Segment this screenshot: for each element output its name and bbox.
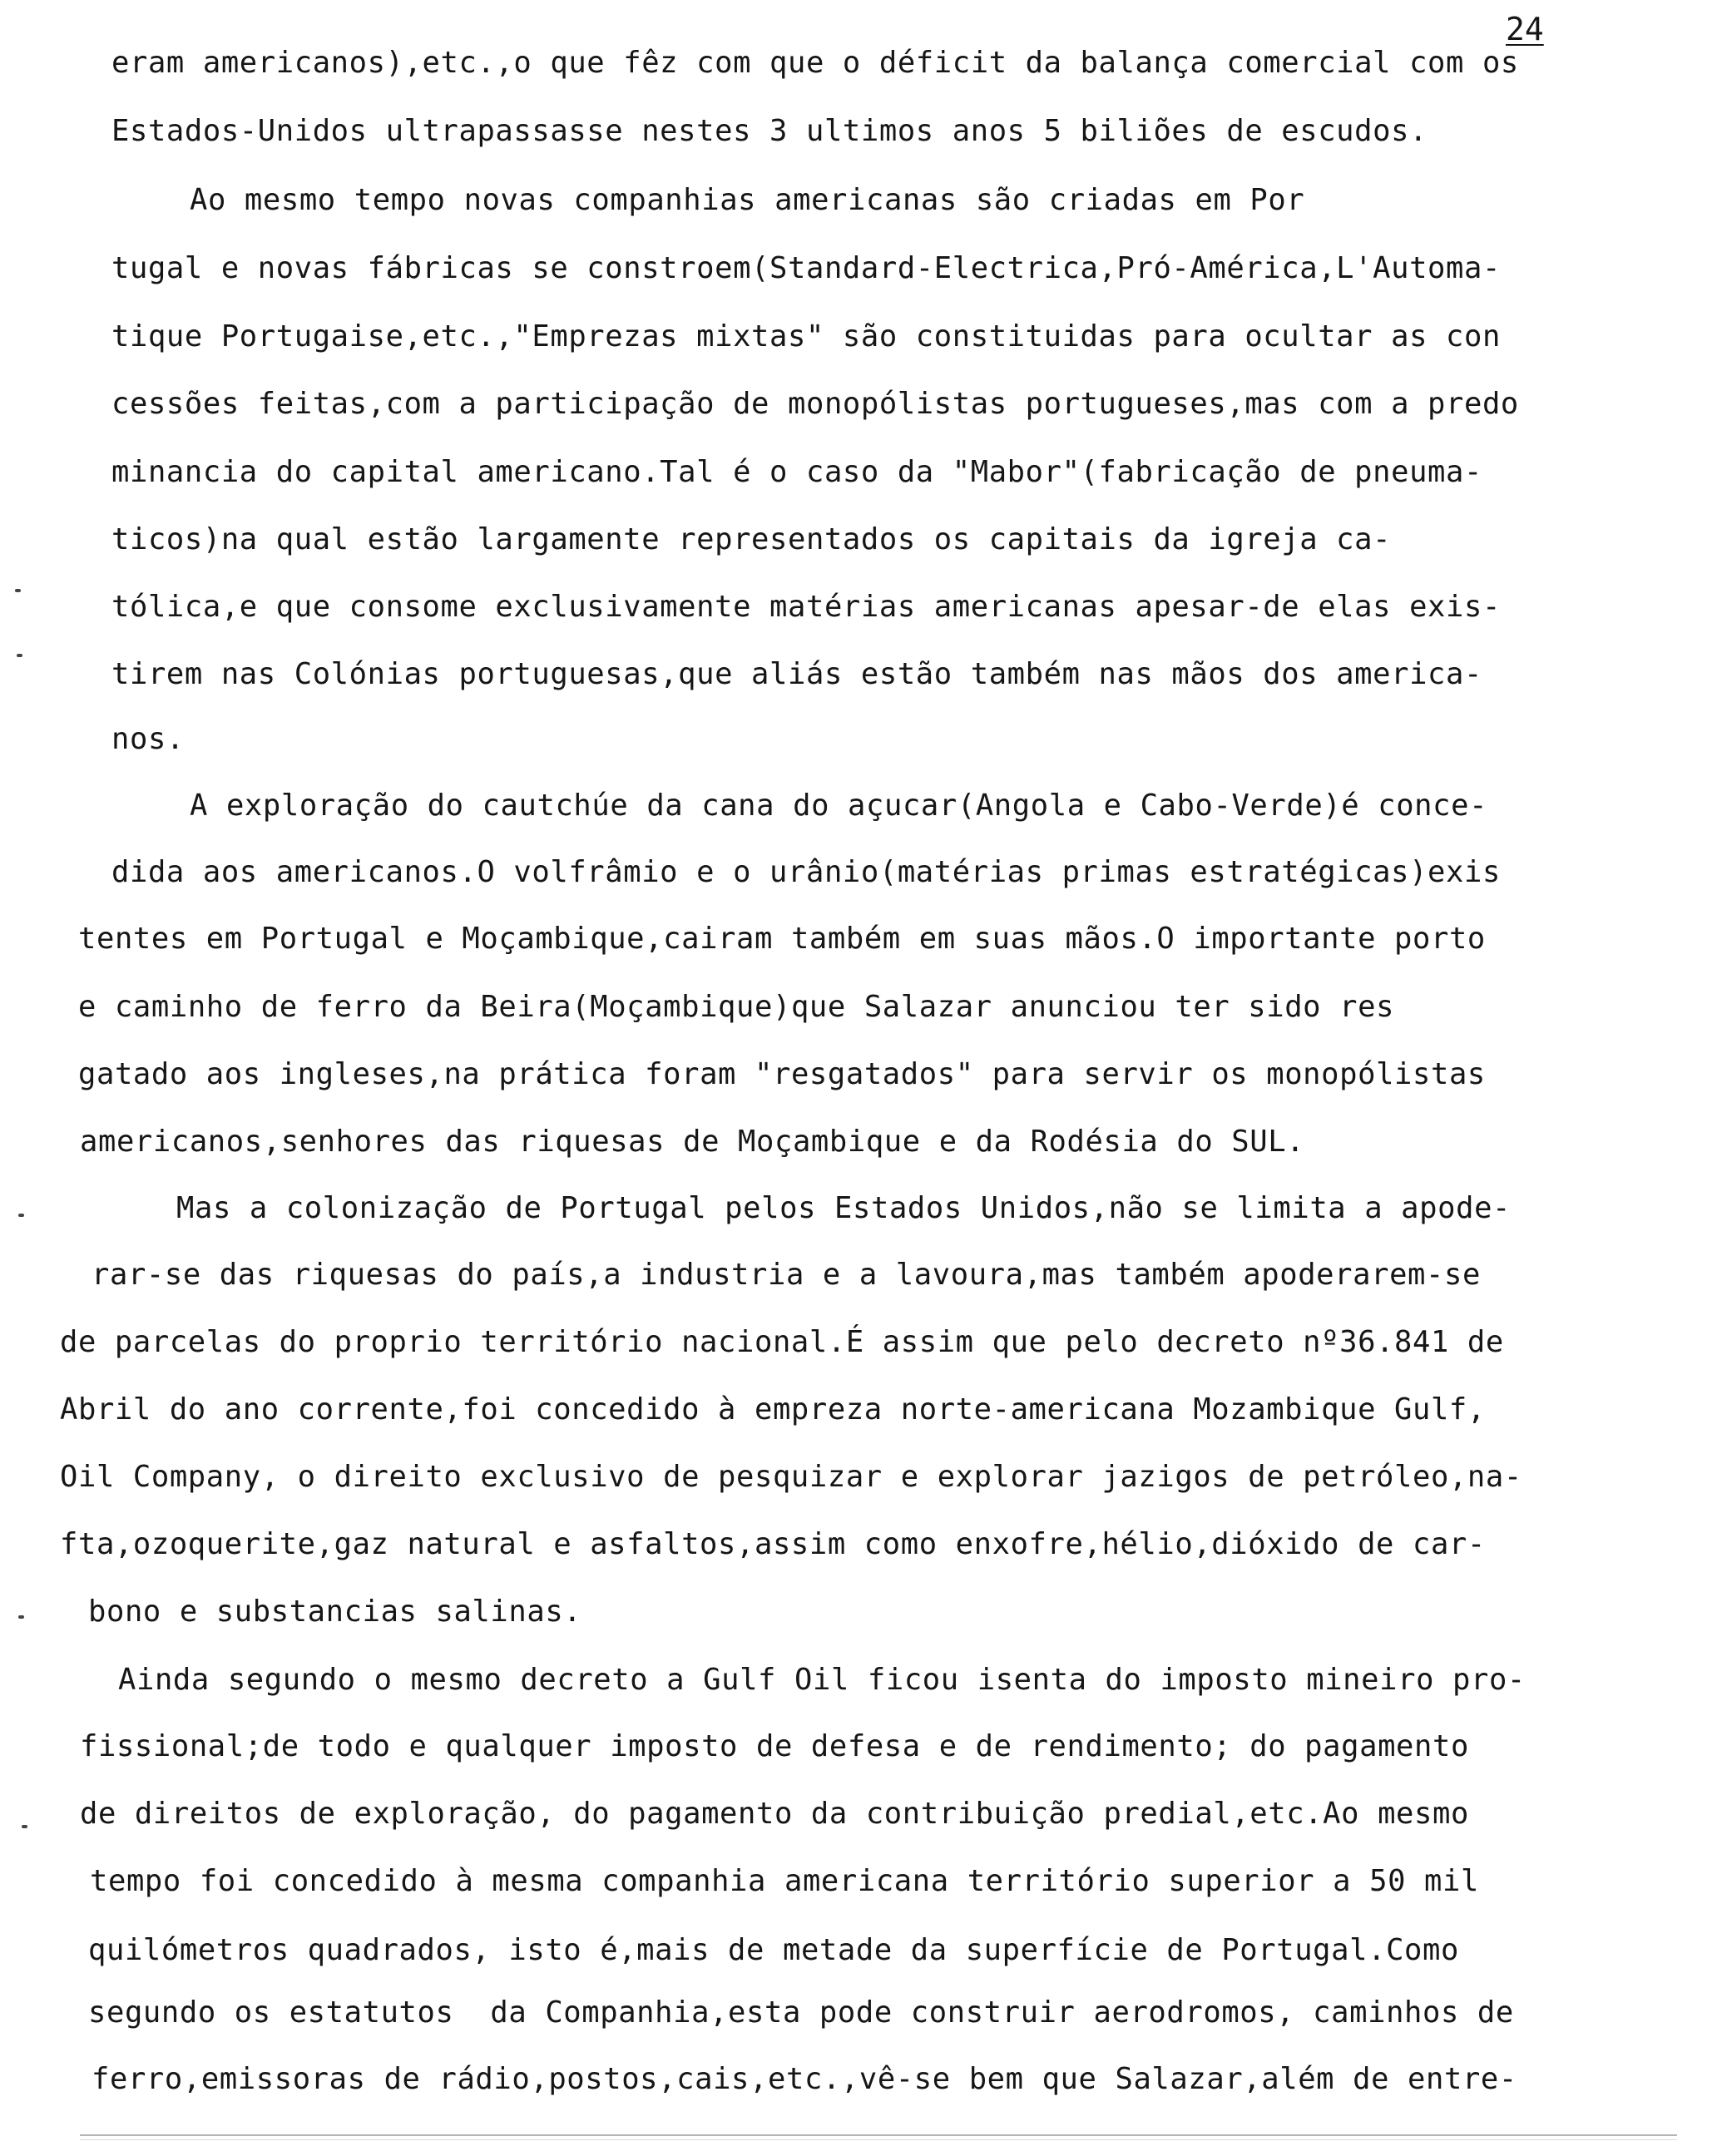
text-line: tólica,e que consome exclusivamente matérias americanas apesar-de elas exis-: [111, 590, 1501, 624]
text-line: A exploração do cautchúe da cana do açucar(Angola e Cabo-Verde)é conce-: [190, 789, 1488, 823]
text-line: tirem nas Colónias portuguesas,que aliás estão também nas mãos dos america-: [111, 657, 1482, 691]
text-line: tugal e novas fábricas se constroem(Standard-Electrica,Pró-América,L'Automa-: [111, 251, 1501, 285]
text-line: rar-se das riquesas do país,a industria e a lavoura,mas também apoderarem-se: [92, 1258, 1481, 1292]
text-line: de direitos de exploração, do pagamento da contribuição predial,etc.Ao mesmo: [80, 1797, 1469, 1831]
text-line: gatado aos ingleses,na prática foram "resgatados" para servir os monopólistas: [78, 1057, 1486, 1091]
text-line: dida aos americanos.O volfrâmio e o urânio(matérias primas estratégicas)exis: [111, 855, 1501, 889]
text-line: quilómetros quadrados, isto é,mais de metade da superfície de Portugal.Como: [88, 1933, 1459, 1967]
text-line: tentes em Portugal e Moçambique,cairam também em suas mãos.O importante porto: [78, 922, 1486, 956]
text-line: fta,ozoquerite,gaz natural e asfaltos,assim como enxofre,hélio,dióxido de car-: [60, 1527, 1486, 1561]
text-line: americanos,senhores das riquesas de Moçambique e da Rodésia do SUL.: [80, 1125, 1305, 1159]
margin-speck: [18, 1615, 24, 1619]
text-line: bono e substancias salinas.: [88, 1595, 582, 1629]
text-line: cessões feitas,com a participação de monopólistas portugueses,mas com a predo: [111, 387, 1519, 421]
margin-speck: [17, 654, 22, 657]
margin-speck: [18, 1214, 24, 1217]
text-line: nos.: [111, 722, 185, 756]
margin-speck: [15, 589, 21, 592]
text-line: ticos)na qual estão largamente representados os capitais da igreja ca-: [111, 522, 1392, 556]
text-line: minancia do capital americano.Tal é o caso da "Mabor"(fabricação de pneuma-: [111, 455, 1482, 489]
text-line: tique Portugaise,etc.,"Emprezas mixtas" são constituidas para ocultar as con: [111, 319, 1501, 354]
margin-speck: [22, 1825, 27, 1828]
text-line: Ainda segundo o mesmo decreto a Gulf Oil ficou isenta do imposto mineiro pro-: [118, 1663, 1526, 1697]
bottom-edge-line: [80, 2139, 1677, 2140]
text-line: Oil Company, o direito exclusivo de pesquizar e explorar jazigos de petróleo,na-: [60, 1460, 1522, 1494]
text-line: Mas a colonização de Portugal pelos Estados Unidos,não se limita a apode-: [176, 1191, 1512, 1225]
text-line: Estados-Unidos ultrapassasse nestes 3 ultimos anos 5 biliões de escudos.: [111, 114, 1428, 148]
text-line: e caminho de ferro da Beira(Moçambique)que Salazar anunciou ter sido res: [78, 990, 1395, 1024]
text-line: tempo foi concedido à mesma companhia americana território superior a 50 mil: [90, 1864, 1479, 1898]
text-line: segundo os estatutos da Companhia,esta pode construir aerodromos, caminhos de: [88, 1995, 1514, 2030]
text-line: Abril do ano corrente,foi concedido à empreza norte-americana Mozambique Gulf,: [60, 1392, 1486, 1427]
page-number: 24: [1506, 11, 1544, 47]
text-line: eram americanos),etc.,o que fêz com que o déficit da balança comercial com os: [111, 46, 1519, 80]
text-line: ferro,emissoras de rádio,postos,cais,etc.,vê-se bem que Salazar,além de entre-: [92, 2062, 1517, 2096]
text-line: fissional;de todo e qualquer imposto de defesa e de rendimento; do pagamento: [80, 1729, 1469, 1763]
bottom-edge-line: [80, 2134, 1677, 2136]
text-line: de parcelas do proprio território nacional.É assim que pelo decreto nº36.841 de: [60, 1325, 1504, 1359]
text-line: Ao mesmo tempo novas companhias americanas são criadas em Por: [190, 183, 1305, 217]
